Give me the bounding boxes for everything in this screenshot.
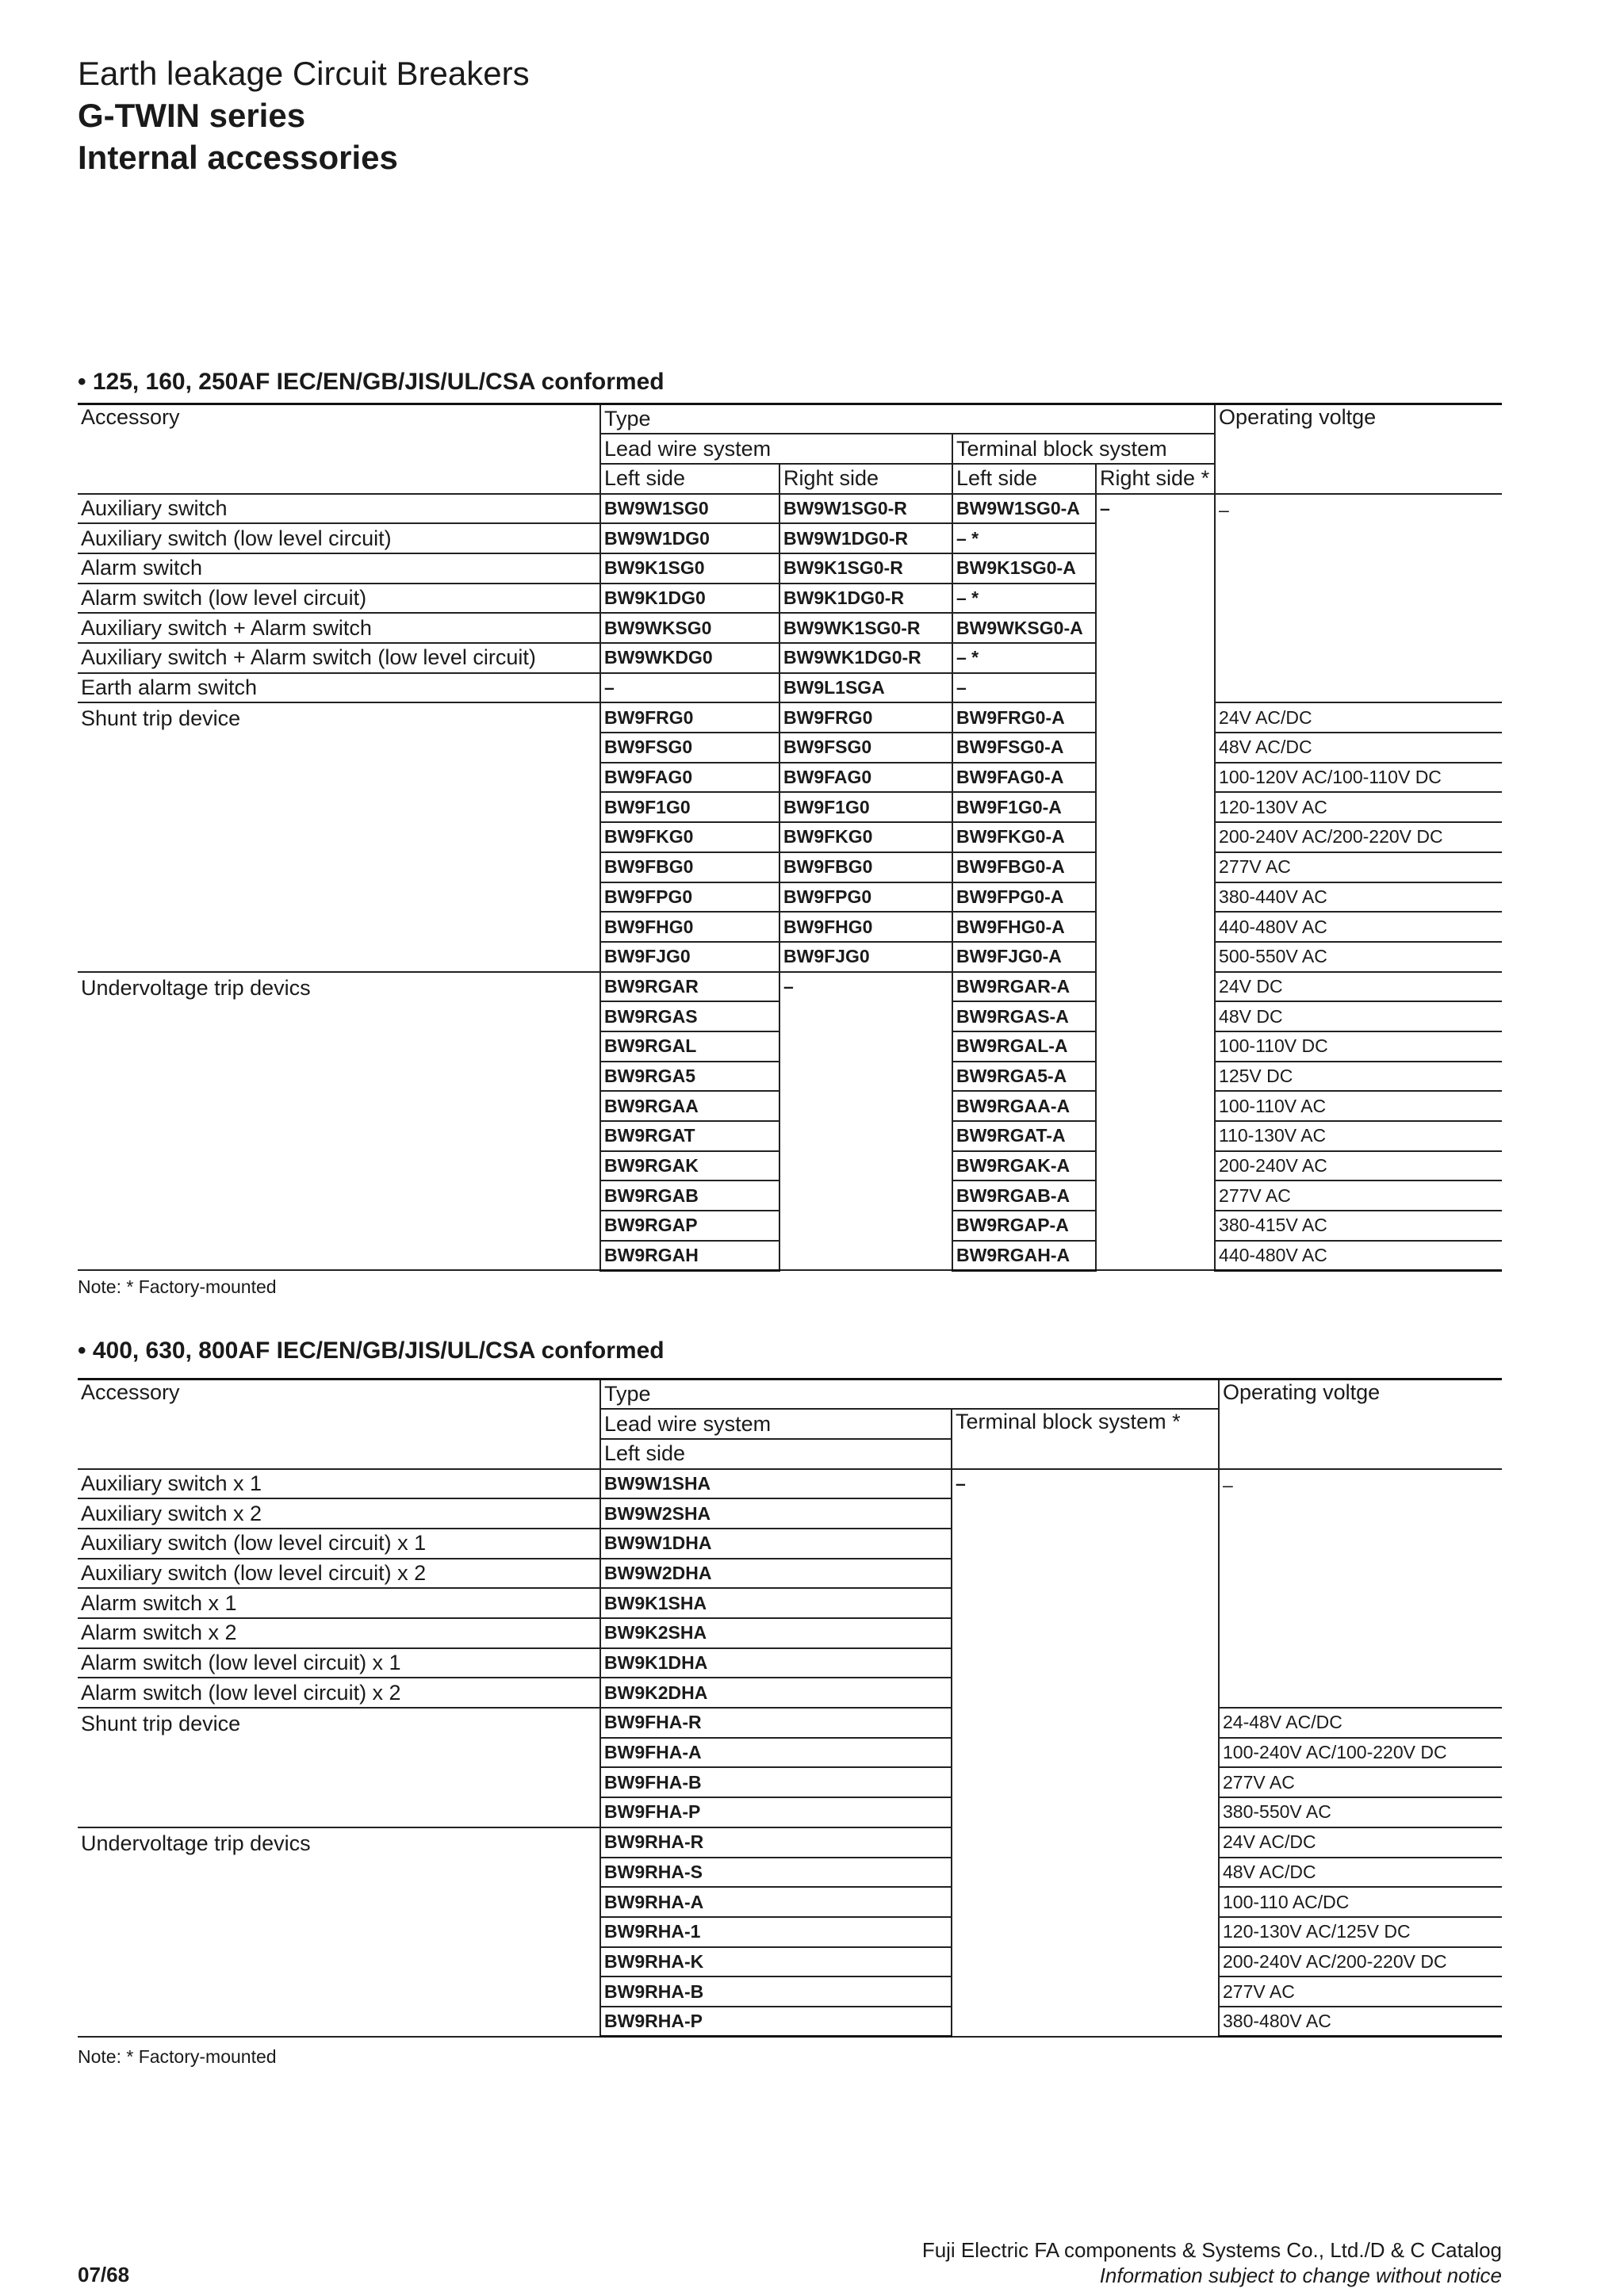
type-code-lead-left: BW9RHA-1 <box>600 1917 952 1947</box>
operating-voltage: 120-130V AC <box>1215 792 1502 822</box>
type-code-terminal-left: BW9FAG0-A <box>952 763 1096 793</box>
type-code-terminal-left: BW9WKSG0-A <box>952 613 1096 643</box>
type-code-lead-right: BW9WK1SG0-R <box>779 613 952 643</box>
type-code-lead-left: BW9RHA-A <box>600 1887 952 1917</box>
operating-voltage: 200-240V AC/200-220V DC <box>1219 1947 1502 1977</box>
type-code-terminal-left: – * <box>952 523 1096 553</box>
type-code-terminal-left: – <box>952 673 1096 703</box>
table-row <box>78 1827 1502 1858</box>
type-code-lead-left: BW9FKG0 <box>600 822 779 852</box>
type-code-lead-right: BW9W1SG0-R <box>779 494 952 524</box>
type-code-terminal-left: BW9F1G0-A <box>952 792 1096 822</box>
accessory-name: Auxiliary switch x 1 <box>78 1469 600 1499</box>
type-code-lead-left: BW9K2SHA <box>600 1618 952 1648</box>
type-code-lead-right: BW9W1DG0-R <box>779 523 952 553</box>
type-code-terminal-left: BW9FHG0-A <box>952 912 1096 942</box>
operating-voltage: 277V AC <box>1219 1976 1502 2007</box>
operating-voltage: 120-130V AC/125V DC <box>1219 1917 1502 1947</box>
page-number: 07/68 <box>78 2263 130 2286</box>
type-code-terminal-left: BW9RGAA-A <box>952 1091 1096 1121</box>
type-code-terminal-left: BW9RGA5-A <box>952 1062 1096 1092</box>
type-code-lead-right: BW9L1SGA <box>779 673 952 703</box>
operating-voltage: 110-130V AC <box>1215 1121 1502 1151</box>
header-operating-voltage: Operating voltge <box>1219 1380 1502 1469</box>
operating-voltage: 380-440V AC <box>1215 882 1502 913</box>
type-code-lead-right: – <box>779 972 952 1271</box>
type-code-lead-left: BW9FHA-R <box>600 1708 952 1738</box>
type-code-lead-left: BW9FJG0 <box>600 942 779 972</box>
accessory-name: Earth alarm switch <box>78 673 600 703</box>
type-code-lead-right: BW9FKG0 <box>779 822 952 852</box>
operating-voltage: 100-240V AC/100-220V DC <box>1219 1738 1502 1768</box>
type-code-lead-left: BW9RGAL <box>600 1031 779 1062</box>
operating-voltage: 440-480V AC <box>1215 1241 1502 1271</box>
type-code-lead-left: BW9K1SHA <box>600 1588 952 1618</box>
accessory-name: Auxiliary switch (low level circuit) x 1 <box>78 1529 600 1559</box>
type-code-lead-left: BW9RGAB <box>600 1181 779 1211</box>
type-code-terminal-left: BW9RGAT-A <box>952 1121 1096 1151</box>
header-left-side: Left side <box>600 1439 952 1469</box>
operating-voltage: 100-110 AC/DC <box>1219 1887 1502 1917</box>
operating-voltage: 277V AC <box>1215 1181 1502 1211</box>
type-code-lead-left: BW9W1SHA <box>600 1469 952 1499</box>
type-code-terminal-left: – * <box>952 584 1096 614</box>
type-code-lead-left: BW9K1DG0 <box>600 584 779 614</box>
type-code-lead-left: BW9RHA-R <box>600 1827 952 1858</box>
header-lead-wire: Lead wire system <box>600 434 952 464</box>
type-code-terminal-left: BW9RGAK-A <box>952 1151 1096 1181</box>
type-code-lead-left: BW9K1SG0 <box>600 553 779 584</box>
type-code-lead-left: BW9RGAR <box>600 972 779 1002</box>
type-code-lead-left: BW9FHA-P <box>600 1797 952 1827</box>
header-operating-voltage: Operating voltge <box>1215 404 1502 494</box>
accessory-name: Auxiliary switch + Alarm switch <box>78 613 600 643</box>
header-line1: Earth leakage Circuit Breakers <box>78 55 530 92</box>
operating-voltage: 380-480V AC <box>1219 2007 1502 2037</box>
type-code-terminal-left: BW9FJG0-A <box>952 942 1096 972</box>
type-code-terminal-left: BW9FBG0-A <box>952 852 1096 882</box>
operating-voltage: 100-110V AC <box>1215 1091 1502 1121</box>
section2-title: • 400, 630, 800AF IEC/EN/GB/JIS/UL/CSA conformed <box>78 1337 665 1364</box>
type-code-lead-left: BW9FAG0 <box>600 763 779 793</box>
type-code-lead-left: BW9F1G0 <box>600 792 779 822</box>
accessory-name: Alarm switch x 1 <box>78 1588 600 1618</box>
accessory-name: Alarm switch (low level circuit) x 1 <box>78 1648 600 1678</box>
header-lead-wire: Lead wire system <box>600 1409 952 1439</box>
operating-voltage: – <box>1215 494 1502 703</box>
footer <box>922 2237 1502 2288</box>
type-code-lead-right: BW9FHG0 <box>779 912 952 942</box>
type-code-terminal-left: BW9W1SG0-A <box>952 494 1096 524</box>
operating-voltage: 200-240V AC <box>1215 1151 1502 1181</box>
type-code-lead-left: – <box>600 673 779 703</box>
operating-voltage: 440-480V AC <box>1215 912 1502 942</box>
accessory-name: Auxiliary switch + Alarm switch (low level circuit) <box>78 643 600 673</box>
table-header-row <box>78 404 1502 434</box>
type-code-lead-left: BW9FHG0 <box>600 912 779 942</box>
header-left-side: Left side <box>952 464 1096 494</box>
accessory-table-small-frame <box>78 403 1502 1272</box>
table-row <box>78 702 1502 733</box>
type-code-lead-left: BW9K1DHA <box>600 1648 952 1678</box>
section2-note: Note: * Factory-mounted <box>78 2046 277 2067</box>
type-code-lead-left: BW9FSG0 <box>600 733 779 763</box>
operating-voltage: 277V AC <box>1215 852 1502 882</box>
operating-voltage: 100-110V DC <box>1215 1031 1502 1062</box>
type-code-terminal-left: BW9FSG0-A <box>952 733 1096 763</box>
header-accessory: Accessory <box>78 404 600 494</box>
type-code-lead-left: BW9FPG0 <box>600 882 779 913</box>
accessory-name: Auxiliary switch (low level circuit) x 2 <box>78 1559 600 1589</box>
type-code-terminal-left: BW9FPG0-A <box>952 882 1096 913</box>
type-code-lead-left: BW9RGAT <box>600 1121 779 1151</box>
type-code-terminal-left: BW9K1SG0-A <box>952 553 1096 584</box>
accessory-name: Auxiliary switch <box>78 494 600 524</box>
type-code-lead-right: BW9FPG0 <box>779 882 952 913</box>
section1-note: Note: * Factory-mounted <box>78 1276 277 1297</box>
accessory-name: Alarm switch <box>78 553 600 584</box>
type-code-terminal-left: – * <box>952 643 1096 673</box>
accessory-name: Alarm switch x 2 <box>78 1618 600 1648</box>
operating-voltage: 125V DC <box>1215 1062 1502 1092</box>
type-code-lead-left: BW9FHA-A <box>600 1738 952 1768</box>
type-code-lead-left: BW9W2SHA <box>600 1498 952 1529</box>
operating-voltage: 24V AC/DC <box>1215 702 1502 733</box>
type-code-lead-left: BW9W1SG0 <box>600 494 779 524</box>
type-code-terminal: – <box>952 1469 1219 2037</box>
header-right-side-factory: Right side * <box>1096 464 1215 494</box>
page-header <box>78 52 530 178</box>
type-code-lead-left: BW9W2DHA <box>600 1559 952 1589</box>
type-code-lead-left: BW9FHA-B <box>600 1767 952 1797</box>
accessory-name: Undervoltage trip devics <box>78 1827 600 2037</box>
type-code-terminal-left: BW9RGAH-A <box>952 1241 1096 1271</box>
operating-voltage: 48V AC/DC <box>1215 733 1502 763</box>
type-code-terminal-left: BW9RGAL-A <box>952 1031 1096 1062</box>
table-row <box>78 972 1502 1002</box>
header-terminal-block: Terminal block system <box>952 434 1215 464</box>
table-row <box>78 494 1502 524</box>
type-code-terminal-left: BW9FRG0-A <box>952 702 1096 733</box>
operating-voltage: 24V DC <box>1215 972 1502 1002</box>
table-row <box>78 1708 1502 1738</box>
accessory-name: Shunt trip device <box>78 1708 600 1827</box>
operating-voltage: 277V AC <box>1219 1767 1502 1797</box>
operating-voltage: 100-120V AC/100-110V DC <box>1215 763 1502 793</box>
type-code-lead-left: BW9FRG0 <box>600 702 779 733</box>
type-code-lead-left: BW9FBG0 <box>600 852 779 882</box>
type-code-lead-left: BW9RGA5 <box>600 1062 779 1092</box>
operating-voltage: 24V AC/DC <box>1219 1827 1502 1858</box>
type-code-lead-left: BW9RHA-K <box>600 1947 952 1977</box>
operating-voltage: 500-550V AC <box>1215 942 1502 972</box>
type-code-lead-left: BW9K2DHA <box>600 1678 952 1708</box>
operating-voltage: 48V AC/DC <box>1219 1858 1502 1888</box>
operating-voltage: 380-415V AC <box>1215 1211 1502 1241</box>
header-series: G-TWIN series <box>78 97 306 134</box>
header-type: Type <box>600 1380 1219 1410</box>
type-code-terminal-left: BW9FKG0-A <box>952 822 1096 852</box>
type-code-lead-right: BW9FBG0 <box>779 852 952 882</box>
accessory-name: Auxiliary switch x 2 <box>78 1498 600 1529</box>
type-code-lead-right: BW9K1DG0-R <box>779 584 952 614</box>
type-code-lead-left: BW9RHA-B <box>600 1976 952 2007</box>
type-code-lead-right: BW9FRG0 <box>779 702 952 733</box>
type-code-lead-left: BW9RGAA <box>600 1091 779 1121</box>
type-code-terminal-left: BW9RGAB-A <box>952 1181 1096 1211</box>
header-type: Type <box>600 404 1215 434</box>
accessory-name: Auxiliary switch (low level circuit) <box>78 523 600 553</box>
type-code-lead-left: BW9RGAS <box>600 1001 779 1031</box>
header-left-side: Left side <box>600 464 779 494</box>
section1-title: • 125, 160, 250AF IEC/EN/GB/JIS/UL/CSA conformed <box>78 369 665 395</box>
accessory-table-large-frame <box>78 1378 1502 2038</box>
type-code-lead-right: BW9FAG0 <box>779 763 952 793</box>
operating-voltage: 200-240V AC/200-220V DC <box>1215 822 1502 852</box>
type-code-lead-left: BW9RHA-P <box>600 2007 952 2037</box>
accessory-name: Shunt trip device <box>78 702 600 971</box>
operating-voltage: – <box>1219 1469 1502 1709</box>
table-header-row <box>78 1380 1502 1410</box>
type-code-lead-right: BW9FSG0 <box>779 733 952 763</box>
header-right-side: Right side <box>779 464 952 494</box>
header-terminal-block-factory: Terminal block system * <box>952 1409 1219 1468</box>
type-code-lead-left: BW9RGAP <box>600 1211 779 1241</box>
type-code-lead-right: BW9F1G0 <box>779 792 952 822</box>
operating-voltage: 380-550V AC <box>1219 1797 1502 1827</box>
operating-voltage: 24-48V AC/DC <box>1219 1708 1502 1738</box>
footer-disclaimer: Information subject to change without notice <box>1099 2263 1502 2287</box>
type-code-terminal-left: BW9RGAS-A <box>952 1001 1096 1031</box>
table-row <box>78 1469 1502 1499</box>
operating-voltage: 48V DC <box>1215 1001 1502 1031</box>
type-code-terminal-left: BW9RGAR-A <box>952 972 1096 1002</box>
type-code-lead-left: BW9RGAK <box>600 1151 779 1181</box>
footer-company: Fuji Electric FA components & Systems Co., Ltd./D & C Catalog <box>921 2238 1502 2262</box>
type-code-terminal-right: – <box>1096 494 1215 1271</box>
type-code-lead-left: BW9WKDG0 <box>600 643 779 673</box>
type-code-lead-left: BW9W1DHA <box>600 1529 952 1559</box>
type-code-lead-left: BW9RGAH <box>600 1241 779 1271</box>
header-accessory: Accessory <box>78 1380 600 1469</box>
type-code-lead-left: BW9W1DG0 <box>600 523 779 553</box>
type-code-lead-left: BW9WKSG0 <box>600 613 779 643</box>
type-code-terminal-left: BW9RGAP-A <box>952 1211 1096 1241</box>
type-code-lead-left: BW9RHA-S <box>600 1858 952 1888</box>
type-code-lead-right: BW9K1SG0-R <box>779 553 952 584</box>
accessory-name: Undervoltage trip devics <box>78 972 600 1271</box>
type-code-lead-right: BW9WK1DG0-R <box>779 643 952 673</box>
type-code-lead-right: BW9FJG0 <box>779 942 952 972</box>
accessory-name: Alarm switch (low level circuit) <box>78 584 600 614</box>
header-section: Internal accessories <box>78 139 398 176</box>
accessory-name: Alarm switch (low level circuit) x 2 <box>78 1678 600 1708</box>
